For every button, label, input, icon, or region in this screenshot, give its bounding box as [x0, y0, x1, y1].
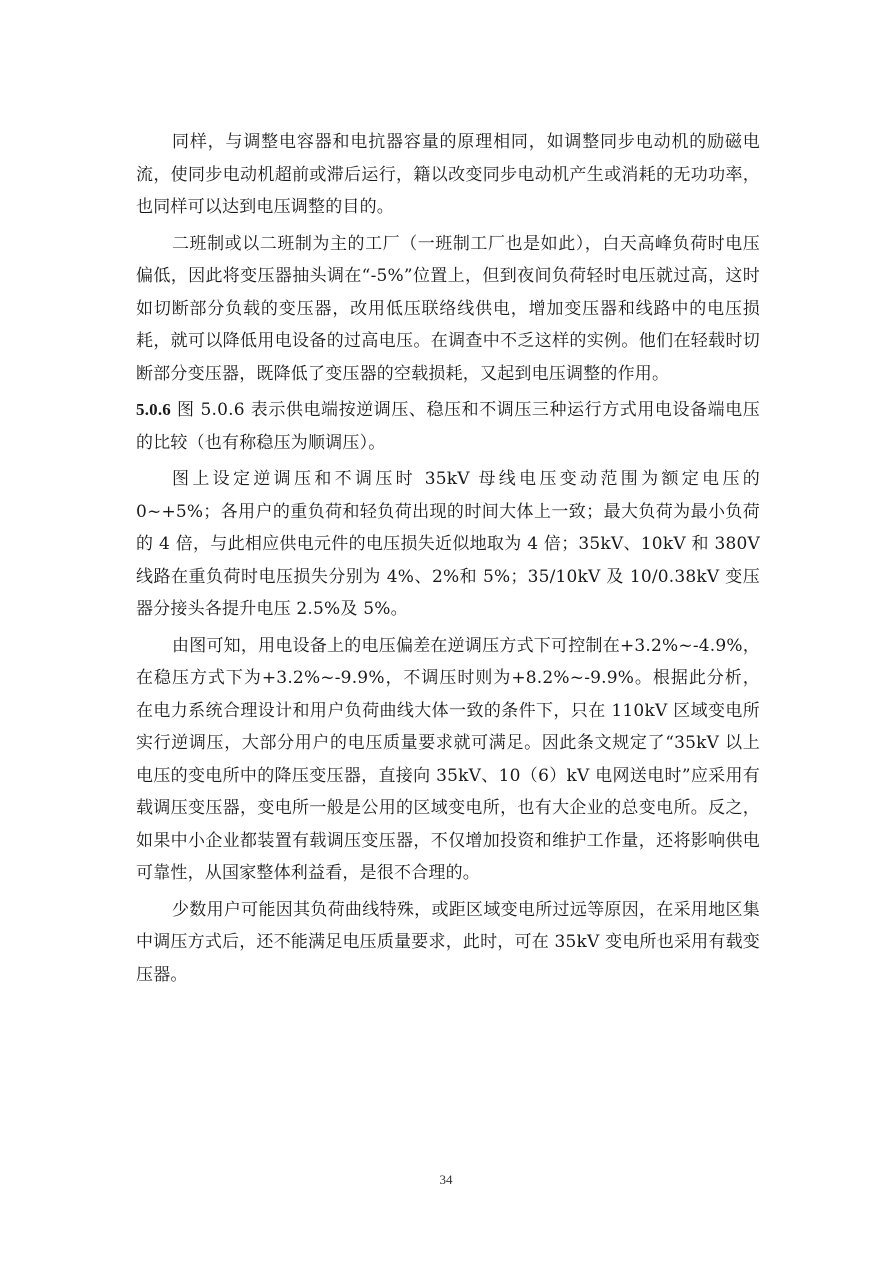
clause-text: 图 5.0.6 表示供电端按逆调压、稳压和不调压三种运行方式用电设备端电压的比较（也有称稳压为顺调压）。 [136, 400, 760, 453]
paragraph-assumptions: 图上设定逆调压和不调压时 35kV 母线电压变动范围为额定电压的 0~+5%；各用户的重负荷和轻负荷出现的时间大体上一致；最大负荷为最小负荷的 4 倍，与此相应供电元件的电压损失近似地取为 4 倍；35kV、10kV 和 380V 线路在重负荷时电压损失分别为 4%、2%和 5%；35/10kV 及 10/0.38kV 变压器分接头各提升电压 2.5%及 5%。 [136, 469, 760, 619]
document-body [136, 126, 760, 995]
paragraph-analysis: 由图可知，用电设备上的电压偏差在逆调压方式下可控制在+3.2%~-4.9%，在稳压方式下为+3.2%~-9.9%，不调压时则为+8.2%~-9.9%。根据此分析，在电力系统合理设计和用户负荷曲线大体一致的条件下，只在 110kV 区域变电所实行逆调压，大部分用户的电压质量要求就可满足。因此条文规定了“35kV 以上电压的变电所中的降压变压器，直接向 35kV、10（6）kV 电网送电时”应采用有载调压变压器，变电所一般是公用的区域变电所，也有大企业的总变电所。反之，如果中小企业都装置有载调压变压器，不仅增加投资和维护工作量，还将影响供电可靠性，从国家整体利益看，是很不合理的。 [136, 635, 760, 883]
paragraph-special-users: 少数用户可能因其负荷曲线特殊，或距区域变电所过远等原因，在采用地区集中调压方式后，还不能满足电压质量要求，此时，可在 35kV 变电所也采用有载变压器。 [136, 899, 760, 985]
paragraph-synchronous-motor: 同样，与调整电容器和电抗器容量的原理相同，如调整同步电动机的励磁电流，使同步电动机超前或滞后运行，籍以改变同步电动机产生或消耗的无功功率，也同样可以达到电压调整的目的。 [136, 132, 760, 217]
page-number: 34 [439, 1172, 453, 1187]
paragraph-clause-5-0-6 [136, 394, 760, 459]
clause-number: 5.0.6 [136, 400, 171, 419]
paragraph-two-shift-factory: 二班制或以二班制为主的工厂（一班制工厂也是如此），白天高峰负荷时电压偏低，因此将变压器抽头调在“-5%”位置上，但到夜间负荷轻时电压就过高，这时如切断部分负载的变压器，改用低压联络线供电，增加变压器和线路中的电压损耗，就可以降低用电设备的过高电压。在调查中不乏这样的实例。他们在轻载时切断部分变压器，既降低了变压器的空载损耗，又起到电压调整的作用。 [136, 233, 760, 384]
